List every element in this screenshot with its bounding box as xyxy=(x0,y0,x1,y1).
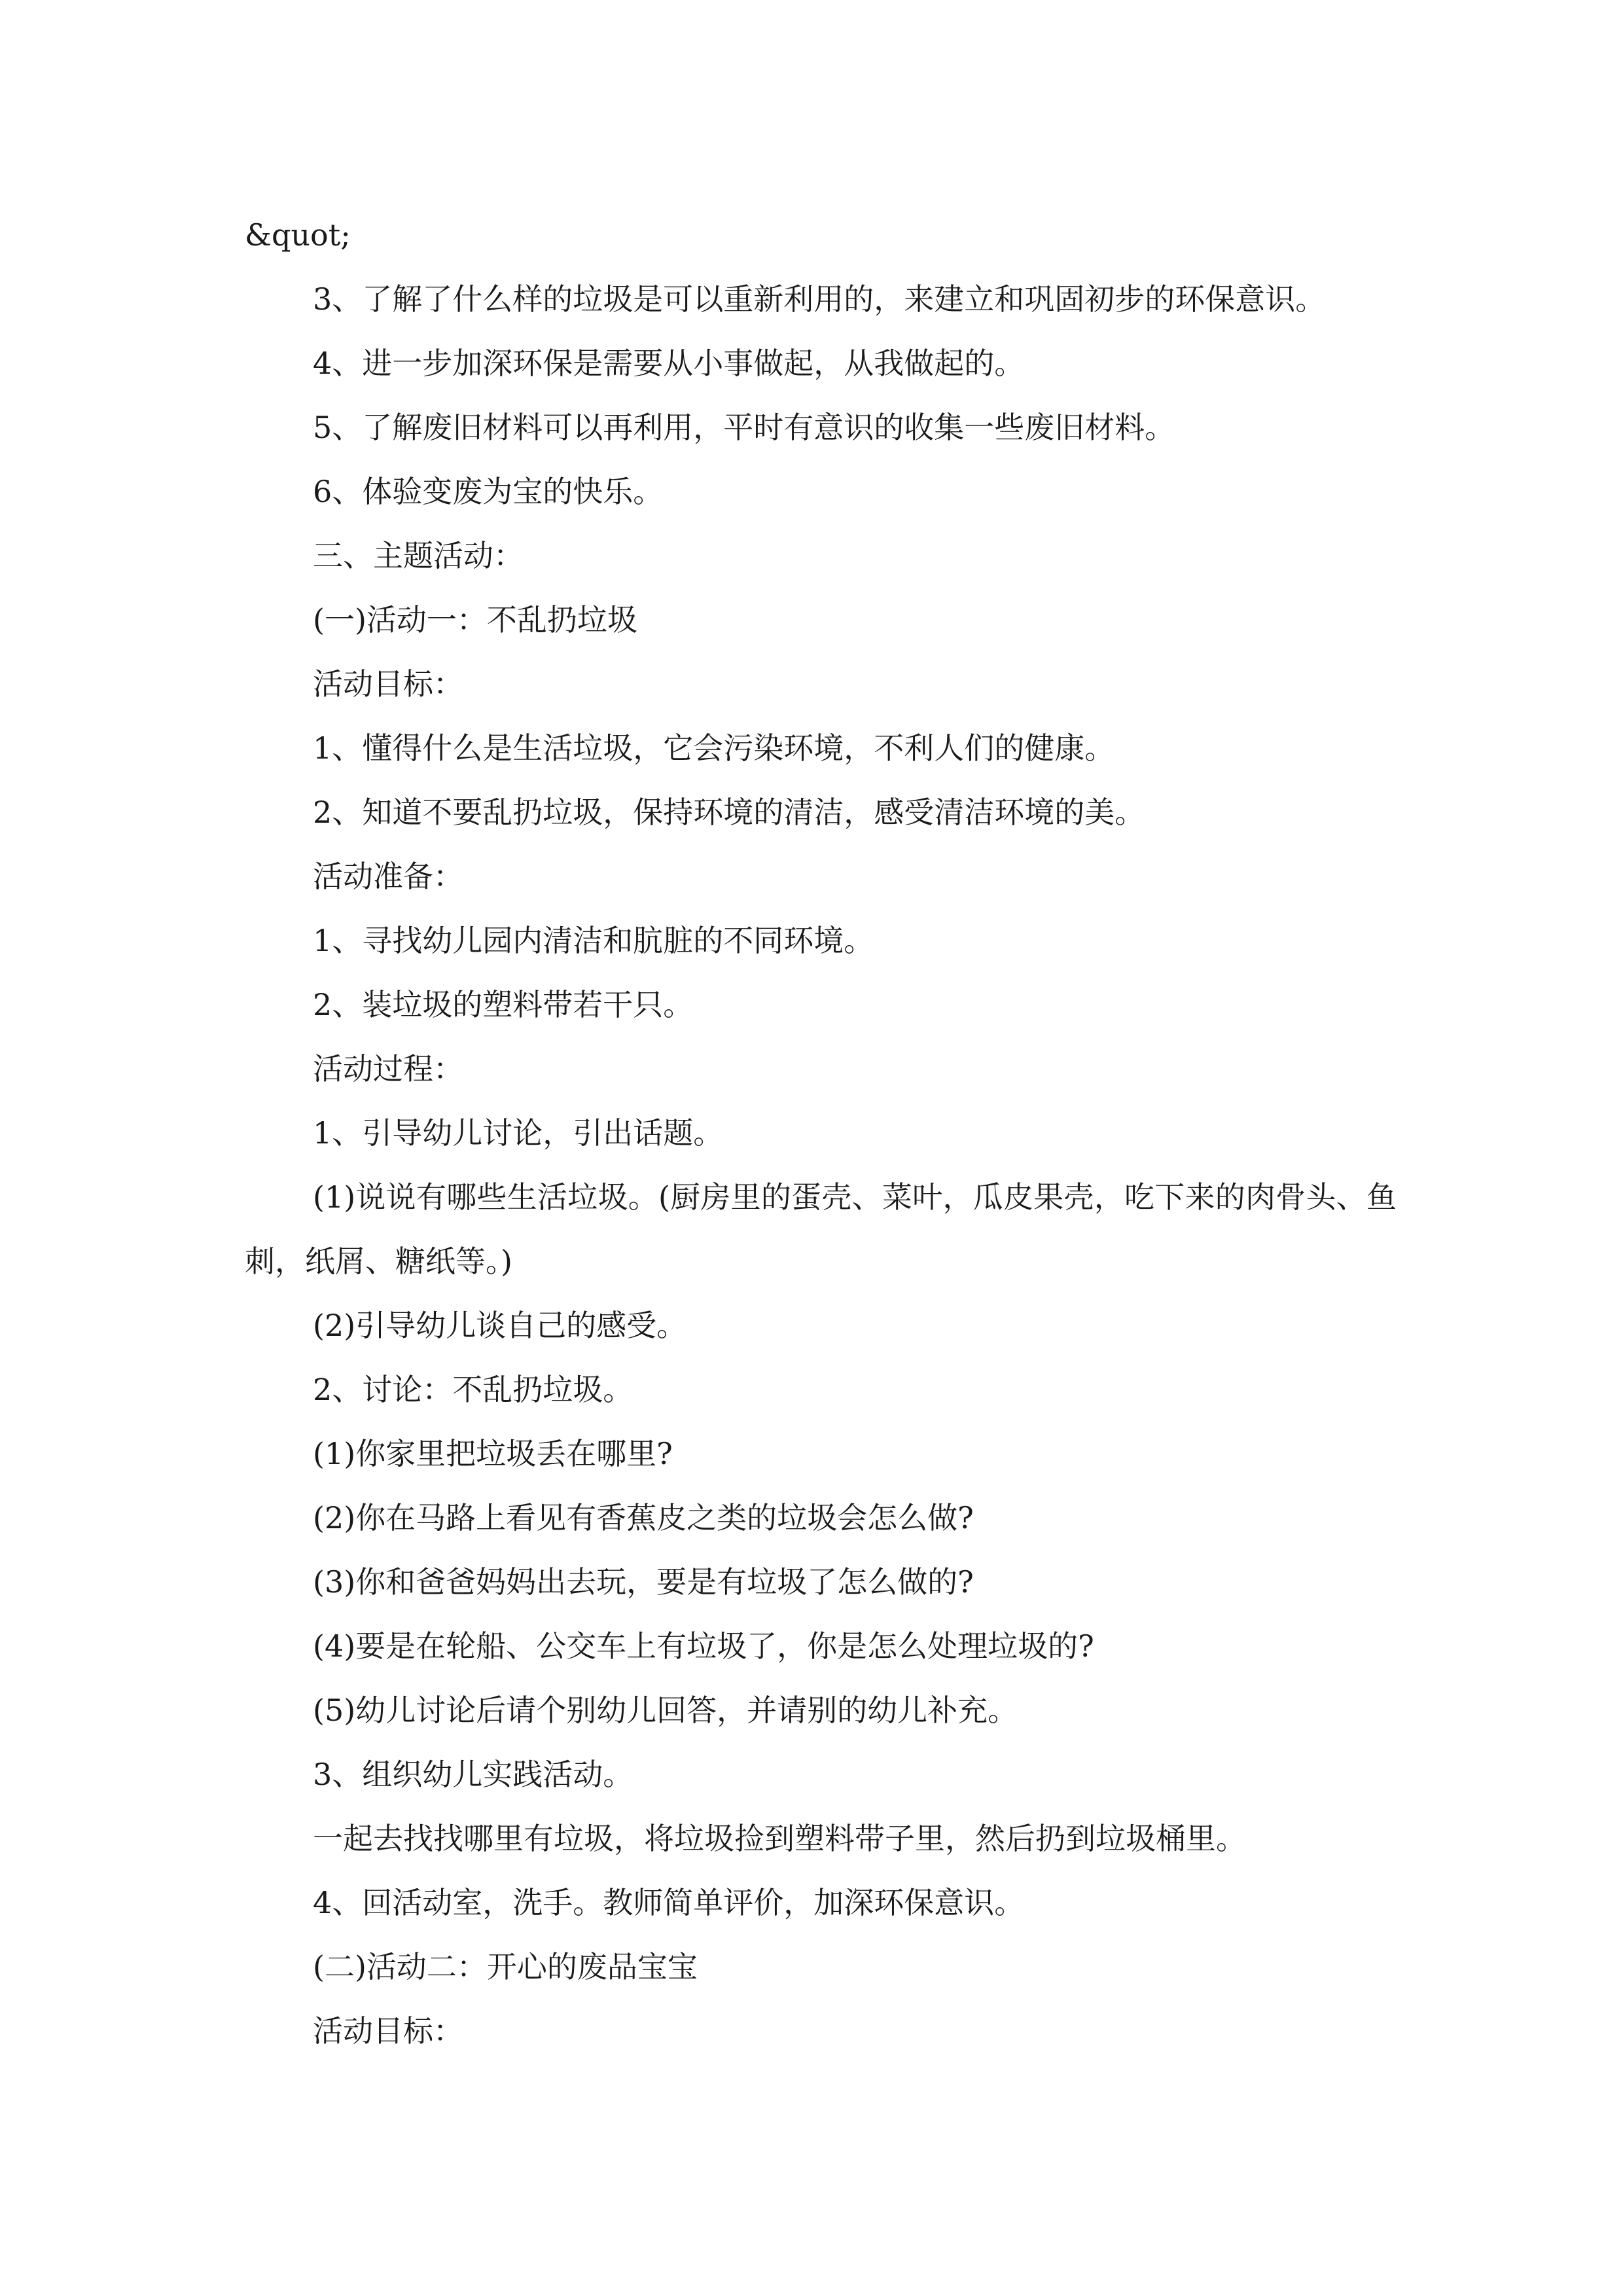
goal-item-6: 6、体验变废为宝的快乐。 xyxy=(313,474,664,509)
process-step-2-sub-1: (1)你家里把垃圾丢在哪里? xyxy=(313,1436,673,1471)
process-step-2-sub-3: (3)你和爸爸妈妈出去玩，要是有垃圾了怎么做的? xyxy=(313,1564,974,1600)
activity-1-heading: (一)活动一：不乱扔垃圾 xyxy=(313,602,637,637)
process-step-4: 4、回活动室，洗手。教师简单评价，加深环保意识。 xyxy=(313,1885,1025,1920)
process-step-1: 1、引导幼儿讨论，引出话题。 xyxy=(313,1115,724,1151)
activity-1-prep-1: 1、寻找幼儿园内清洁和肮脏的不同环境。 xyxy=(313,923,874,958)
section-heading-theme-activities: 三、主题活动： xyxy=(313,538,524,573)
process-step-1-sub-1: (1)说说有哪些生活垃圾。(厨房里的蛋壳、菜叶，瓜皮果壳，吃下来的肉骨头、鱼刺，纸屑、糖纸等。) xyxy=(245,1179,1397,1279)
text-line-entity: &quot; xyxy=(245,217,351,253)
activity-1-goals-label: 活动目标： xyxy=(313,666,463,702)
process-step-3-detail: 一起去找找哪里有垃圾，将垃圾捡到塑料带子里，然后扔到垃圾桶里。 xyxy=(313,1821,1246,1856)
process-step-3: 3、组织幼儿实践活动。 xyxy=(313,1757,633,1792)
activity-1-goal-2: 2、知道不要乱扔垃圾，保持环境的清洁，感受清洁环境的美。 xyxy=(313,795,1145,830)
document-body xyxy=(245,203,1397,2063)
activity-1-prep-2: 2、装垃圾的塑料带若干只。 xyxy=(313,987,694,1022)
process-step-2-sub-2: (2)你在马路上看见有香蕉皮之类的垃圾会怎么做? xyxy=(313,1500,974,1535)
goal-item-4: 4、进一步加深环保是需要从小事做起，从我做起的。 xyxy=(313,346,1025,381)
process-step-1-sub-2: (2)引导幼儿谈自己的感受。 xyxy=(313,1308,687,1343)
activity-2-heading: (二)活动二：开心的废品宝宝 xyxy=(313,1949,698,1984)
activity-2-goals-label: 活动目标： xyxy=(313,2013,463,2049)
activity-1-goal-1: 1、懂得什么是生活垃圾，它会污染环境，不利人们的健康。 xyxy=(313,730,1115,766)
process-step-2-sub-4: (4)要是在轮船、公交车上有垃圾了，你是怎么处理垃圾的? xyxy=(313,1628,1094,1664)
goal-item-3: 3、了解了什么样的垃圾是可以重新利用的，来建立和巩固初步的环保意识。 xyxy=(313,281,1326,317)
process-step-2-sub-5: (5)幼儿讨论后请个别幼儿回答，并请别的幼儿补充。 xyxy=(313,1693,1018,1728)
goal-item-5: 5、了解废旧材料可以再利用，平时有意识的收集一些废旧材料。 xyxy=(313,410,1175,445)
activity-1-prep-label: 活动准备： xyxy=(313,859,463,894)
process-step-2: 2、讨论：不乱扔垃圾。 xyxy=(313,1372,633,1407)
activity-1-process-label: 活动过程： xyxy=(313,1051,463,1086)
